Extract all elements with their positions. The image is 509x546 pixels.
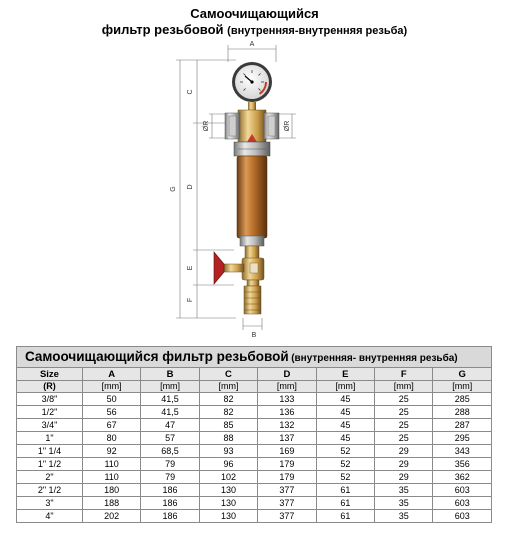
dim-label-b: B xyxy=(251,332,257,339)
dimension-b xyxy=(243,318,262,330)
unit-cell: (R) xyxy=(17,381,83,393)
value-cell: 93 xyxy=(199,445,257,458)
table-row xyxy=(17,393,492,406)
header-cell: E xyxy=(316,368,374,381)
title-line2-main: фильтр резьбовой xyxy=(101,22,224,37)
value-cell: 41,5 xyxy=(141,393,199,406)
value-cell: 132 xyxy=(258,419,316,432)
value-cell: 56 xyxy=(82,406,140,419)
value-cell: 603 xyxy=(433,510,492,523)
value-cell: 202 xyxy=(82,510,140,523)
unit-cell: [mm] xyxy=(141,381,199,393)
table-row xyxy=(17,510,492,523)
size-cell: 1" xyxy=(17,432,83,445)
value-cell: 47 xyxy=(141,419,199,432)
table-row xyxy=(17,471,492,484)
value-cell: 35 xyxy=(375,484,433,497)
table-row xyxy=(17,419,492,432)
table-row xyxy=(17,406,492,419)
value-cell: 96 xyxy=(199,458,257,471)
value-cell: 68,5 xyxy=(141,445,199,458)
value-cell: 110 xyxy=(82,471,140,484)
dimension-chain xyxy=(193,60,234,318)
value-cell: 179 xyxy=(258,471,316,484)
value-cell: 50 xyxy=(82,393,140,406)
title-line2-sub: (внутренняя-внутренняя резьба) xyxy=(227,25,408,37)
value-cell: 186 xyxy=(141,484,199,497)
dim-label-g: G xyxy=(170,186,177,192)
value-cell: 52 xyxy=(316,445,374,458)
table-row xyxy=(17,484,492,497)
value-cell: 45 xyxy=(316,432,374,445)
value-cell: 130 xyxy=(199,510,257,523)
value-cell: 186 xyxy=(141,497,199,510)
value-cell: 362 xyxy=(433,471,492,484)
size-cell: 3" xyxy=(17,497,83,510)
value-cell: 45 xyxy=(316,393,374,406)
value-cell: 61 xyxy=(316,484,374,497)
dim-label-r-left: ØR xyxy=(203,120,210,132)
value-cell: 35 xyxy=(375,497,433,510)
value-cell: 85 xyxy=(199,419,257,432)
size-cell: 2" 1/2 xyxy=(17,484,83,497)
value-cell: 92 xyxy=(82,445,140,458)
drain-valve xyxy=(214,246,264,314)
size-cell: 1" 1/2 xyxy=(17,458,83,471)
header-cell: F xyxy=(375,368,433,381)
value-cell: 287 xyxy=(433,419,492,432)
spec-table xyxy=(16,346,492,523)
value-cell: 29 xyxy=(375,471,433,484)
size-cell: 3/4" xyxy=(17,419,83,432)
header-cell: Size xyxy=(17,368,83,381)
value-cell: 137 xyxy=(258,432,316,445)
header-cell: B xyxy=(141,368,199,381)
value-cell: 136 xyxy=(258,406,316,419)
value-cell: 35 xyxy=(375,510,433,523)
size-cell: 2" xyxy=(17,471,83,484)
value-cell: 61 xyxy=(316,497,374,510)
dim-label-c: C xyxy=(187,89,194,95)
value-cell: 25 xyxy=(375,406,433,419)
value-cell: 343 xyxy=(433,445,492,458)
table-row xyxy=(17,445,492,458)
value-cell: 186 xyxy=(141,510,199,523)
value-cell: 188 xyxy=(82,497,140,510)
value-cell: 29 xyxy=(375,445,433,458)
value-cell: 179 xyxy=(258,458,316,471)
unit-cell: [mm] xyxy=(258,381,316,393)
value-cell: 356 xyxy=(433,458,492,471)
table-row xyxy=(17,458,492,471)
unit-cell: [mm] xyxy=(199,381,257,393)
value-cell: 67 xyxy=(82,419,140,432)
value-cell: 110 xyxy=(82,458,140,471)
size-cell: 3/8" xyxy=(17,393,83,406)
document-title-line1: Самоочищающийся xyxy=(190,6,319,21)
value-cell: 25 xyxy=(375,432,433,445)
dim-label-r-right: ØR xyxy=(284,120,291,132)
value-cell: 79 xyxy=(141,471,199,484)
value-cell: 61 xyxy=(316,510,374,523)
table-caption-sub: (внутренняя- внутренняя резьба) xyxy=(291,352,458,364)
value-cell: 57 xyxy=(141,432,199,445)
value-cell: 603 xyxy=(433,484,492,497)
value-cell: 88 xyxy=(199,432,257,445)
value-cell: 295 xyxy=(433,432,492,445)
unit-cell: [mm] xyxy=(316,381,374,393)
unit-cell: [mm] xyxy=(433,381,492,393)
dim-label-f: F xyxy=(187,297,194,303)
value-cell: 82 xyxy=(199,406,257,419)
value-cell: 130 xyxy=(199,497,257,510)
value-cell: 79 xyxy=(141,458,199,471)
pressure-gauge xyxy=(232,62,272,102)
value-cell: 52 xyxy=(316,471,374,484)
size-cell: 1/2" xyxy=(17,406,83,419)
table-body xyxy=(17,368,492,523)
table-row xyxy=(17,432,492,445)
dim-label-e: E xyxy=(187,265,194,271)
table-units-row xyxy=(17,381,492,393)
value-cell: 102 xyxy=(199,471,257,484)
dimension-g xyxy=(176,60,236,318)
header-cell: D xyxy=(258,368,316,381)
unit-cell: [mm] xyxy=(375,381,433,393)
header-cell: A xyxy=(82,368,140,381)
value-cell: 82 xyxy=(199,393,257,406)
value-cell: 80 xyxy=(82,432,140,445)
table-header-row xyxy=(17,368,492,381)
value-cell: 41,5 xyxy=(141,406,199,419)
value-cell: 29 xyxy=(375,458,433,471)
table-row xyxy=(17,497,492,510)
value-cell: 45 xyxy=(316,419,374,432)
value-cell: 25 xyxy=(375,393,433,406)
value-cell: 285 xyxy=(433,393,492,406)
value-cell: 130 xyxy=(199,484,257,497)
size-cell: 1" 1/4 xyxy=(17,445,83,458)
value-cell: 45 xyxy=(316,406,374,419)
value-cell: 377 xyxy=(258,510,316,523)
value-cell: 133 xyxy=(258,393,316,406)
value-cell: 603 xyxy=(433,497,492,510)
size-cell: 4" xyxy=(17,510,83,523)
header-cell: C xyxy=(199,368,257,381)
value-cell: 52 xyxy=(316,458,374,471)
dim-label-d: D xyxy=(187,184,194,190)
filter-body xyxy=(225,110,279,142)
header-cell: G xyxy=(433,368,492,381)
dim-label-a: A xyxy=(249,41,255,48)
value-cell: 180 xyxy=(82,484,140,497)
value-cell: 377 xyxy=(258,484,316,497)
table-caption xyxy=(17,347,492,368)
unit-cell: [mm] xyxy=(82,381,140,393)
value-cell: 288 xyxy=(433,406,492,419)
value-cell: 377 xyxy=(258,497,316,510)
value-cell: 25 xyxy=(375,419,433,432)
table-caption-main: Самоочищающийся фильтр резьбовой xyxy=(25,348,289,364)
filter-flask xyxy=(234,142,270,246)
value-cell: 169 xyxy=(258,445,316,458)
